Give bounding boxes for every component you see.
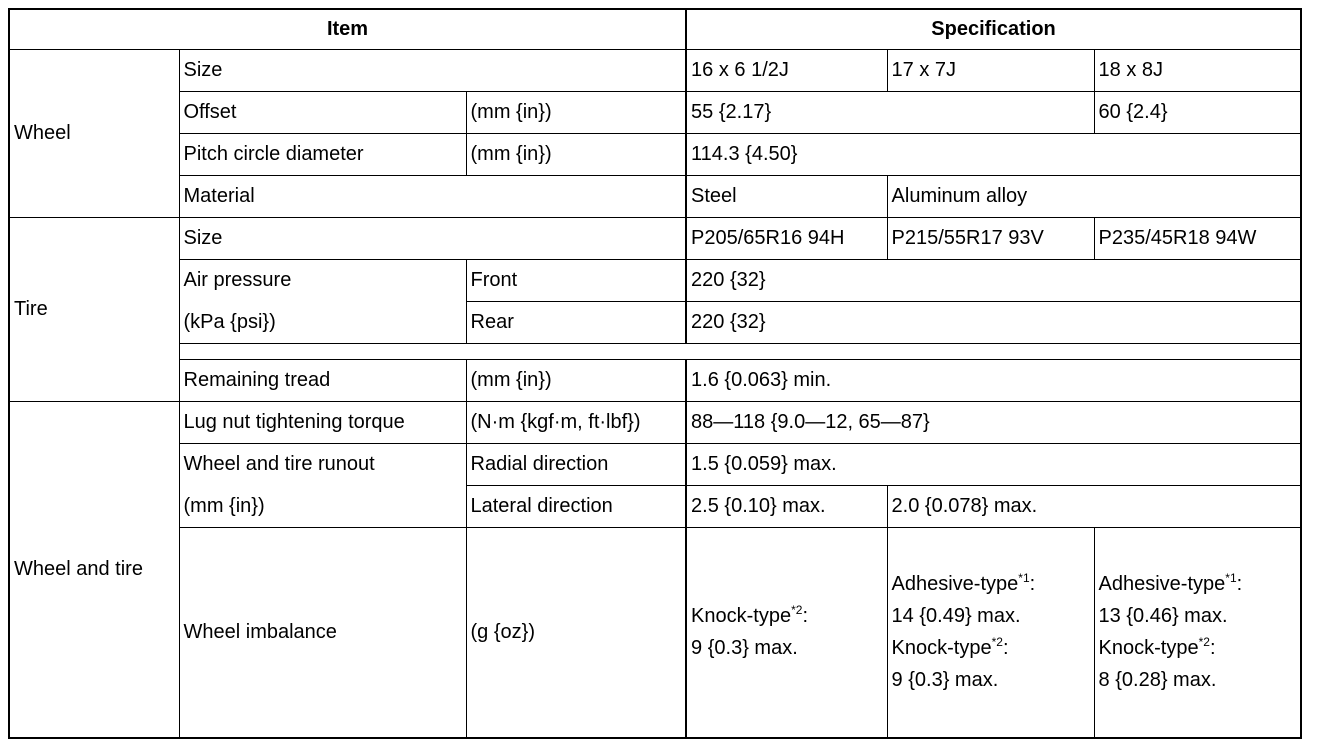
tire-size-16: P205/65R16 94H: [686, 217, 887, 259]
imb-18-knock-type: Knock-type: [1098, 637, 1199, 660]
wt-lug-value: 88—118 {9.0—12, 65—87}: [686, 401, 1301, 443]
wt-runout-label: Wheel and tire runout: [179, 443, 466, 485]
imb-17-adh-colon: :: [1029, 573, 1036, 596]
wheel-pcd-unit: (mm {in}): [466, 133, 686, 175]
tire-air-unit: (kPa {psi}): [179, 301, 466, 343]
tire-front-value: 220 {32}: [686, 259, 1301, 301]
header-item: Item: [9, 9, 686, 49]
wheel-offset-unit: (mm {in}): [466, 91, 686, 133]
wheel-size-label: Size: [179, 49, 686, 91]
wt-imbalance-unit: (g {oz}): [466, 527, 686, 738]
tire-size-18: P235/45R18 94W: [1094, 217, 1301, 259]
wt-lateral-value-1: 2.5 {0.10} max.: [686, 485, 887, 527]
imb-16-knock-value: 9 {0.3} max.: [691, 637, 798, 660]
wheel-pcd-label: Pitch circle diameter: [179, 133, 466, 175]
wheel-size-16: 16 x 6 1/2J: [686, 49, 887, 91]
wt-imbalance-col-17: [887, 527, 1094, 738]
wheel-material-steel: Steel: [686, 175, 887, 217]
imb-16-knock-note: *2: [791, 603, 803, 618]
wheel-size-18: 18 x 8J: [1094, 49, 1301, 91]
wt-lateral-value-2: 2.0 {0.078} max.: [887, 485, 1301, 527]
tire-rear-label: Rear: [466, 301, 686, 343]
wt-imbalance-label: Wheel imbalance: [179, 527, 466, 738]
imb-17-knock-line: [892, 632, 1090, 664]
wheel-offset-label: Offset: [179, 91, 466, 133]
imb-18-adh-line: [1099, 568, 1297, 600]
wt-radial-label: Radial direction: [466, 443, 686, 485]
imb-17-knock-note: *2: [991, 635, 1003, 650]
group-wheel: Wheel: [9, 49, 179, 217]
imb-16-knock-type: Knock-type: [691, 605, 792, 628]
wheel-offset-value-1: 55 {2.17}: [686, 91, 1094, 133]
wt-imbalance-col-16: [686, 527, 887, 738]
group-wheel-and-tire: Wheel and tire: [9, 401, 179, 738]
tire-air-label: Air pressure: [179, 259, 466, 301]
imb-16-knock-line: [691, 600, 883, 632]
wt-lateral-label: Lateral direction: [466, 485, 686, 527]
imb-18-adh-colon: :: [1236, 573, 1243, 596]
imb-17-adh-line: [892, 568, 1090, 600]
wheel-pcd-value: 114.3 {4.50}: [686, 133, 1301, 175]
wt-lug-unit: (N·m {kgf·m, ft·lbf}): [466, 401, 686, 443]
tire-tread-value: 1.6 {0.063} min.: [686, 359, 1301, 401]
wheel-size-17: 17 x 7J: [887, 49, 1094, 91]
imb-17-adh-type: Adhesive-type: [891, 573, 1019, 596]
tire-tread-unit: (mm {in}): [466, 359, 686, 401]
imb-17-knock-colon: :: [1002, 637, 1009, 660]
imb-17-adh-note: *1: [1018, 571, 1030, 586]
imb-17-knock-type: Knock-type: [891, 637, 992, 660]
wheel-offset-value-2: 60 {2.4}: [1094, 91, 1301, 133]
tire-size-17: P215/55R17 93V: [887, 217, 1094, 259]
imb-16-knock-colon: :: [802, 605, 808, 628]
header-specification: Specification: [686, 9, 1301, 49]
group-tire: Tire: [9, 217, 179, 401]
imb-18-adh-value: 13 {0.46} max.: [1098, 605, 1228, 628]
imb-18-adh-note: *1: [1225, 571, 1237, 586]
tire-tread-label: Remaining tread: [179, 359, 466, 401]
wt-imbalance-col-18: [1094, 527, 1301, 738]
imb-18-adh-type: Adhesive-type: [1098, 573, 1226, 596]
tire-size-label: Size: [179, 217, 686, 259]
wt-radial-value: 1.5 {0.059} max.: [686, 443, 1301, 485]
imb-18-knock-value: 8 {0.28} max.: [1098, 669, 1217, 692]
wheel-material-label: Material: [179, 175, 686, 217]
wheel-material-alloy: Aluminum alloy: [887, 175, 1301, 217]
imb-18-knock-colon: :: [1209, 637, 1216, 660]
wheel-tire-spec-table: [8, 8, 1302, 739]
imb-18-knock-note: *2: [1198, 635, 1210, 650]
imb-17-knock-value: 9 {0.3} max.: [891, 669, 999, 692]
tire-rear-value: 220 {32}: [686, 301, 1301, 343]
imb-18-knock-line: [1099, 632, 1297, 664]
wt-runout-unit: (mm {in}): [179, 485, 466, 527]
wt-lug-label: Lug nut tightening torque: [179, 401, 466, 443]
tire-front-label: Front: [466, 259, 686, 301]
imb-17-adh-value: 14 {0.49} max.: [891, 605, 1021, 628]
